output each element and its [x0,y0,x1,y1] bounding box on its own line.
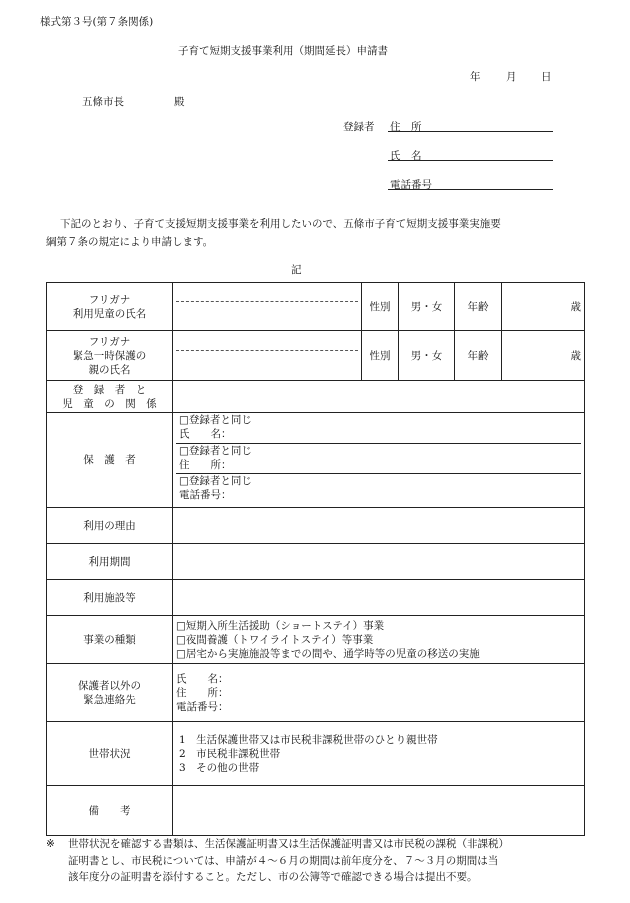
footnote [46,836,586,886]
remarks-row [47,786,585,836]
parent-name-label-1: 緊急一時保護の [72,349,147,362]
child-name-input[interactable] [176,302,358,330]
guardian-cell [173,413,585,508]
intro-line-2: 綱第７条の規定により申請します。 [46,236,214,248]
parent-label [47,331,173,381]
guardian-phone-group [176,473,581,507]
relation-label-2: 児 童 の 関 係 [62,397,157,410]
registrant-name-label: 氏 名 [390,150,422,162]
guardian-label: 保 護 者 [47,413,173,508]
child-label [47,283,173,331]
emergency-label-1: 保護者以外の [78,679,141,692]
parent-age-label: 年齢 [455,331,502,381]
intro-line-1: 下記のとおり、子育て支援短期支援事業を利用したいので、五條市子育て短期支援事業実施要 [60,218,501,230]
service-label: 事業の種類 [47,616,173,664]
guardian-address-same-checkbox[interactable]: □登録者と同じ [179,445,252,457]
household-row [47,722,585,786]
emergency-name-field[interactable]: 氏 名： [176,672,229,685]
registrant-address-label: 住 所 [390,121,422,133]
registrant-phone-field[interactable] [388,189,553,190]
relation-row [47,381,585,413]
reason-input[interactable] [173,508,585,544]
parent-sex-value[interactable]: 男・女 [399,331,455,381]
relation-input[interactable] [173,381,585,413]
guardian-address-group [176,443,581,473]
date-day: 日 [541,71,552,83]
guardian-name-same-checkbox[interactable]: □登録者と同じ [179,414,252,426]
service-option-twilight-stay[interactable]: □夜間養護（トワイライトステイ）等事業 [176,633,374,646]
page-title: 子育て短期支援事業利用（期間延長）申請書 [178,45,388,57]
service-option-short-stay[interactable]: □短期入所生活援助（ショートステイ）事業 [176,619,385,632]
footnote-line-2: 証明書とし、市民税については、申請が４～６月の期間は前年度分を、７～３月の期間は当 [68,854,499,867]
honorific: 殿 [174,96,185,108]
emergency-label-2: 緊急連絡先 [83,693,136,706]
parent-kana-input[interactable] [176,332,358,351]
emergency-phone-field[interactable]: 電話番号： [176,700,229,713]
parent-name-input[interactable] [176,351,358,379]
child-sex-value[interactable]: 男・女 [399,283,455,331]
footnote-line-1: 世帯状況を確認する書類は、生活保護証明書又は生活保護証明書又は市民税の課税（非課税） [68,838,509,850]
date-year: 年 [470,71,481,83]
facility-input[interactable] [173,580,585,616]
reason-row [47,508,585,544]
addressee: 五條市長 [82,96,124,108]
emergency-fields [173,664,585,722]
footnote-mark: ※ [46,838,55,850]
application-table [46,282,585,836]
service-option-transport[interactable]: □居宅から実施施設等までの間や、通学時等の児童の移送の実施 [176,647,480,660]
period-row [47,544,585,580]
parent-name-label-2: 親の氏名 [88,363,131,376]
form-number: 様式第３号(第７条関係) [40,16,154,28]
guardian-phone-same-checkbox[interactable]: □登録者と同じ [179,475,252,487]
emergency-label [47,664,173,722]
registrant-label: 登録者 [343,121,375,133]
household-option-1[interactable]: 1 生活保護世帯又は市民税非課税世帯のひとり親世帯 [179,733,438,746]
period-label: 利用期間 [47,544,173,580]
ki-heading: 記 [291,264,302,276]
parent-row [47,331,585,381]
household-options [173,722,585,786]
facility-label: 利用施設等 [47,580,173,616]
emergency-address-field[interactable]: 住 所： [176,686,229,699]
guardian-phone-field[interactable]: 電話番号： [179,489,232,501]
parent-sex-label: 性別 [362,331,399,381]
guardian-address-field[interactable]: 住 所： [179,459,232,471]
remarks-input[interactable] [173,786,585,836]
registrant-name-field[interactable] [388,160,553,161]
emergency-row [47,664,585,722]
household-option-3[interactable]: 3 その他の世帯 [179,761,260,774]
facility-row [47,580,585,616]
relation-label [47,381,173,413]
child-sex-label: 性別 [362,283,399,331]
child-name-cell[interactable] [173,283,362,331]
household-label: 世帯状況 [47,722,173,786]
parent-name-cell[interactable] [173,331,362,381]
child-row [47,283,585,331]
remarks-label: 備 考 [47,786,173,836]
guardian-name-field[interactable]: 氏 名： [179,428,232,440]
child-kana-input[interactable] [176,283,358,302]
service-options [173,616,585,664]
date-month: 月 [506,71,517,83]
child-age-label: 年齢 [455,283,502,331]
relation-label-1: 登 録 者 と [72,383,147,396]
parent-kana-label: フリガナ [88,335,131,348]
parent-age-unit[interactable]: 歳 [502,331,585,381]
registrant-phone-label: 電話番号 [390,179,432,191]
period-input[interactable] [173,544,585,580]
footnote-line-3: 該年度分の証明書を添付すること。ただし、市の公簿等で確認できる場合は提出不要。 [68,871,478,883]
child-name-label: 利用児童の氏名 [72,307,147,320]
reason-label: 利用の理由 [47,508,173,544]
household-option-2[interactable]: 2 市民税非課税世帯 [179,747,281,760]
guardian-row [47,413,585,508]
guardian-name-group [176,413,581,443]
registrant-address-field[interactable] [388,131,553,132]
service-row [47,616,585,664]
child-age-unit[interactable]: 歳 [502,283,585,331]
child-kana-label: フリガナ [88,293,131,306]
